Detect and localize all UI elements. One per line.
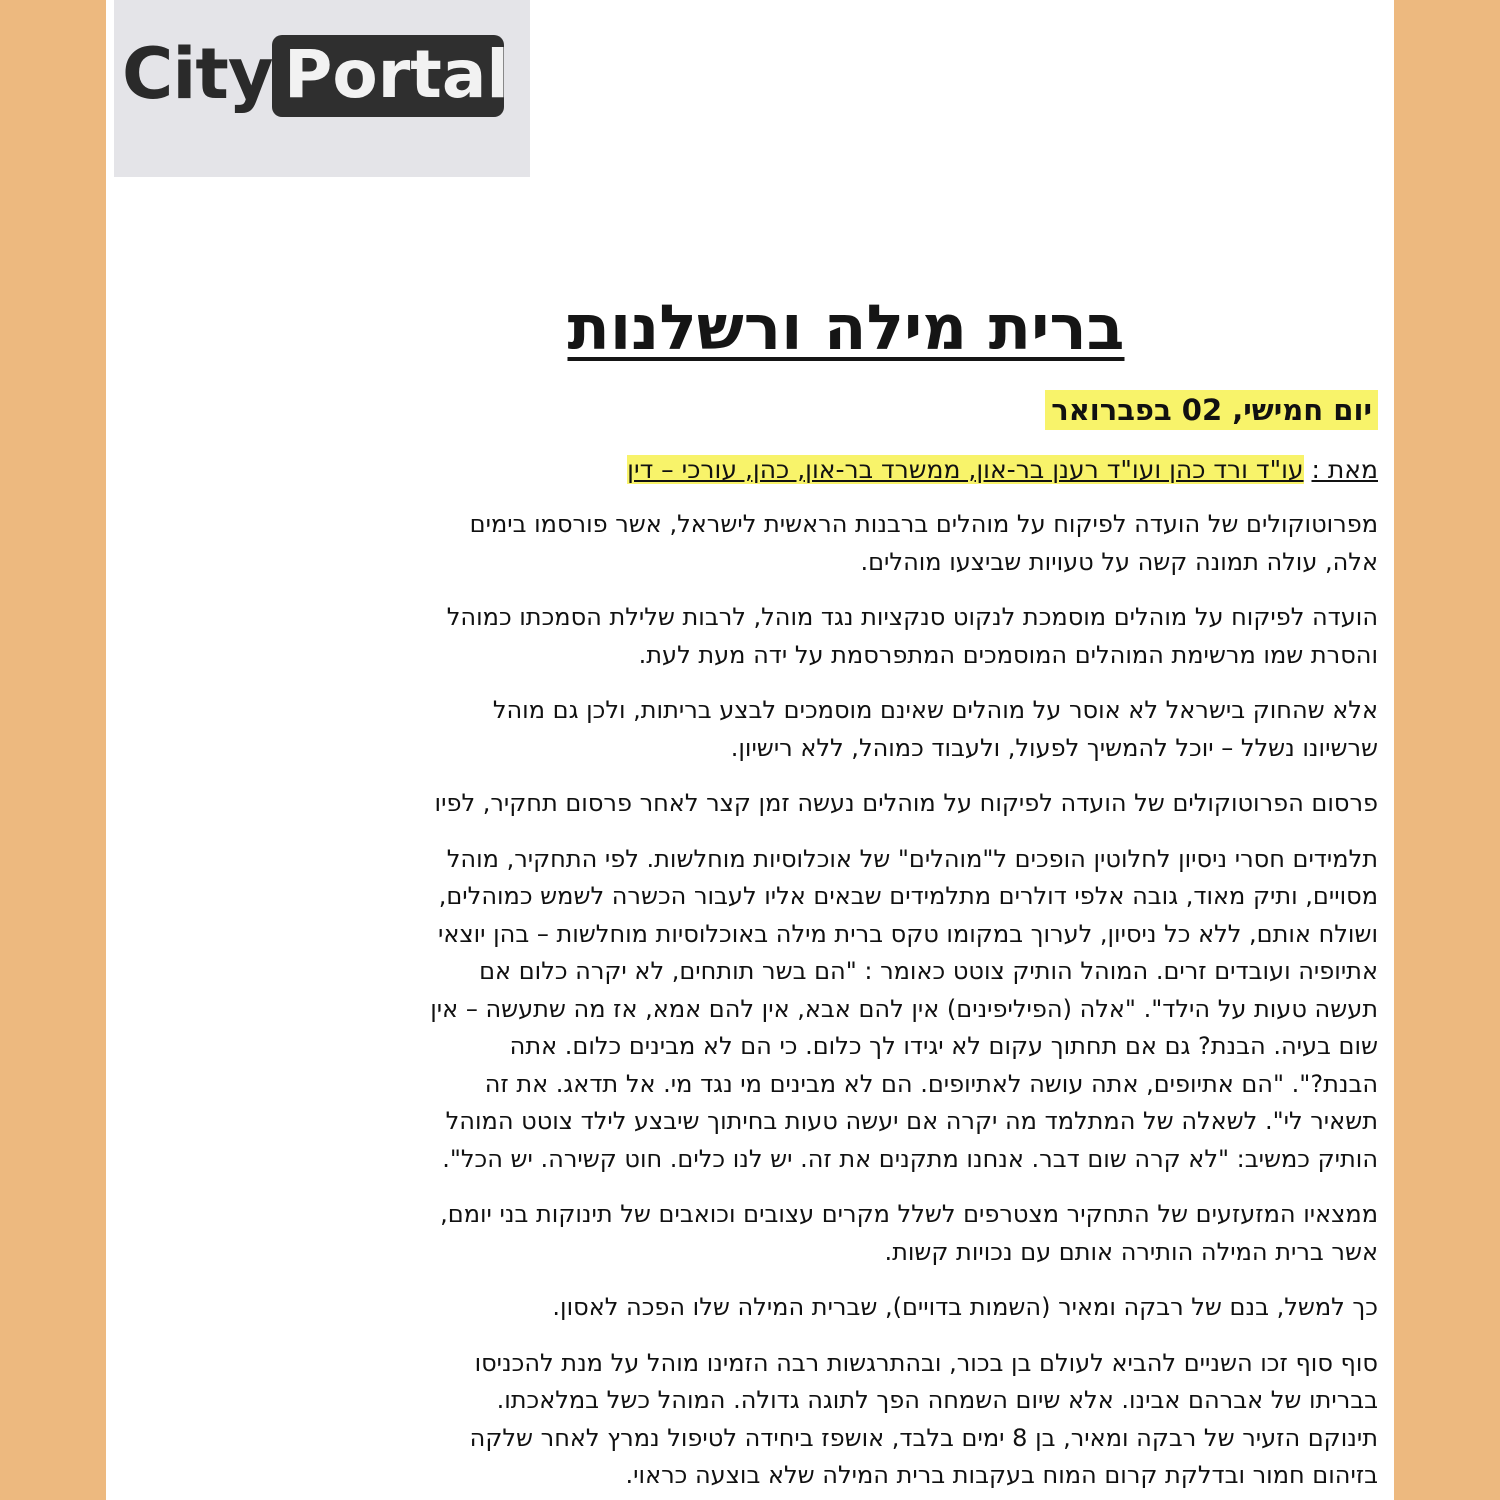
logo-city-text: City xyxy=(122,33,273,115)
paragraph-line: הותיק כמשיב: "לא קרה שום דבר. אנחנו מתקנים את זה. יש לנו כלים. חוט קשירה. יש הכל". xyxy=(442,1144,1378,1173)
city-portal-logo xyxy=(114,0,530,177)
paragraph-line: שום בעיה. הבנת? גם אם תחתוך עקום לא יגידו לך כלום. כי הם לא מבינים כלום. אתה xyxy=(509,1032,1378,1060)
article-title: ברית מילה ורשלנות xyxy=(567,291,1125,364)
article-body xyxy=(321,506,1378,1500)
article-paragraph xyxy=(321,1196,1378,1271)
paragraph-line: כך למשל, בנם של רבקה ומאיר (השמות בדויים), שברית המילה שלו הפכה לאסון. xyxy=(552,1293,1378,1321)
paragraph-line: סוף סוף זכו השניים להביא לעולם בן בכור, ובהתרגשות רבה הזמינו מוהל על מנת להכניסו xyxy=(474,1348,1378,1377)
paragraph-line: והסרת שמו מרשימת המוהלים המוסמכים המתפרסמת על ידה מעת לעת. xyxy=(638,640,1378,669)
paragraph-line: אלה, עולה תמונה קשה על טעויות שביצעו מוהלים. xyxy=(860,547,1378,576)
paragraph-line: תינוקם הזעיר של רבקה ומאיר, בן 8 ימים בלבד, אושפז ביחידה לטיפול נמרץ לאחר שלקה xyxy=(469,1423,1378,1452)
paragraph-line: הועדה לפיקוח על מוהלים מוסמכת לנקוט סנקציות נגד מוהל, לרבות שלילת הסמכתו כמוהל xyxy=(446,603,1378,631)
document-page xyxy=(106,0,1394,1500)
paragraph-line: שרשיונו נשלל – יוכל להמשיך לפעול, ולעבוד כמוהל, ללא רישיון. xyxy=(730,733,1378,762)
paragraph-line: פרסום הפרוטוקולים של הועדה לפיקוח על מוהלים נעשה זמן קצר לאחר פרסום תחקיר, לפיו xyxy=(434,789,1378,817)
logo-portal-box xyxy=(272,35,509,117)
article-paragraph xyxy=(321,1345,1378,1495)
paragraph-line: אלא שהחוק בישראל לא אוסר על מוהלים שאינם מוסמכים לבצע בריתות, ולכן גם מוהל xyxy=(492,696,1378,724)
paragraph-line: בבריתו של אברהם אבינו. אלא שיום השמחה הפך לתוגה גדולה. המוהל כשל במלאכתו. xyxy=(496,1386,1378,1414)
paragraph-line: תלמידים חסרי ניסיון לחלוטין הופכים ל"מוהלים" של אוכלוסיות מוחלשות. לפי התחקיר, מוהל xyxy=(446,844,1378,873)
paragraph-line: הבנת?". "הם אתיופים, אתה עושה לאתיופים. הם לא מבינים מי נגד מי. אל תדאג. את זה xyxy=(484,1069,1378,1098)
paragraph-line: תעשה טעות על הילד". "אלה (הפיליפינים) אין להם אבא, אין להם אמא, אז מה שתעשה – אין xyxy=(430,994,1378,1023)
paragraph-line: אשר ברית המילה הותירה אותם עם נכויות קשות. xyxy=(884,1237,1378,1266)
paragraph-line: מסויים, ותיק מאוד, גובה אלפי דולרים מתלמידים שבאים אליו לעבור הכשרה לשמש כמוהלים, xyxy=(438,882,1378,910)
byline-author: עו"ד ורד כהן ועו"ד רענן בר-און, ממשרד בר-און, כהן, עורכי – דין xyxy=(627,455,1304,484)
logo-portal-text: Portal xyxy=(284,36,509,113)
paragraph-line: מפרוטוקולים של הועדה לפיקוח על מוהלים ברבנות הראשית לישראל, אשר פורסמו בימים xyxy=(469,510,1378,538)
paragraph-line: ממצאיו המזעזעים של התחקיר מצטרפים לשלל מקרים עצובים וכואבים של תינוקות בני יומם, xyxy=(440,1200,1378,1228)
article-paragraph xyxy=(321,506,1378,581)
article-date: יום חמישי, 02 בפברואר xyxy=(1045,390,1378,430)
article-paragraph xyxy=(321,692,1378,767)
paragraph-line: אתיופיה ועובדים זרים. המוהל הותיק צוטט כאומר : "הם בשר תותחים, לא יקרה כלום אם xyxy=(479,957,1378,985)
article-paragraph xyxy=(321,785,1378,823)
article-paragraph xyxy=(321,841,1378,1179)
article-byline xyxy=(576,452,1378,488)
article-paragraph xyxy=(321,599,1378,674)
paragraph-line: ושולח אותם, ללא כל ניסיון, לערוך במקומו טקס ברית מילה באוכלוסיות מוחלשות – בהן יוצאי xyxy=(437,919,1378,948)
byline-label: מאת : xyxy=(1311,455,1378,484)
article-paragraph xyxy=(321,1289,1378,1327)
paragraph-line: בזיהום חמור ובדלקת קרום המוח בעקבות ברית המילה שלא בוצעה כראוי. xyxy=(625,1461,1378,1489)
paragraph-line: תשאיר לי". לשאלה של המתלמד מה יקרה אם יעשה טעות בחיתוך שיבצע לילד צוטט המוהל xyxy=(445,1107,1378,1135)
